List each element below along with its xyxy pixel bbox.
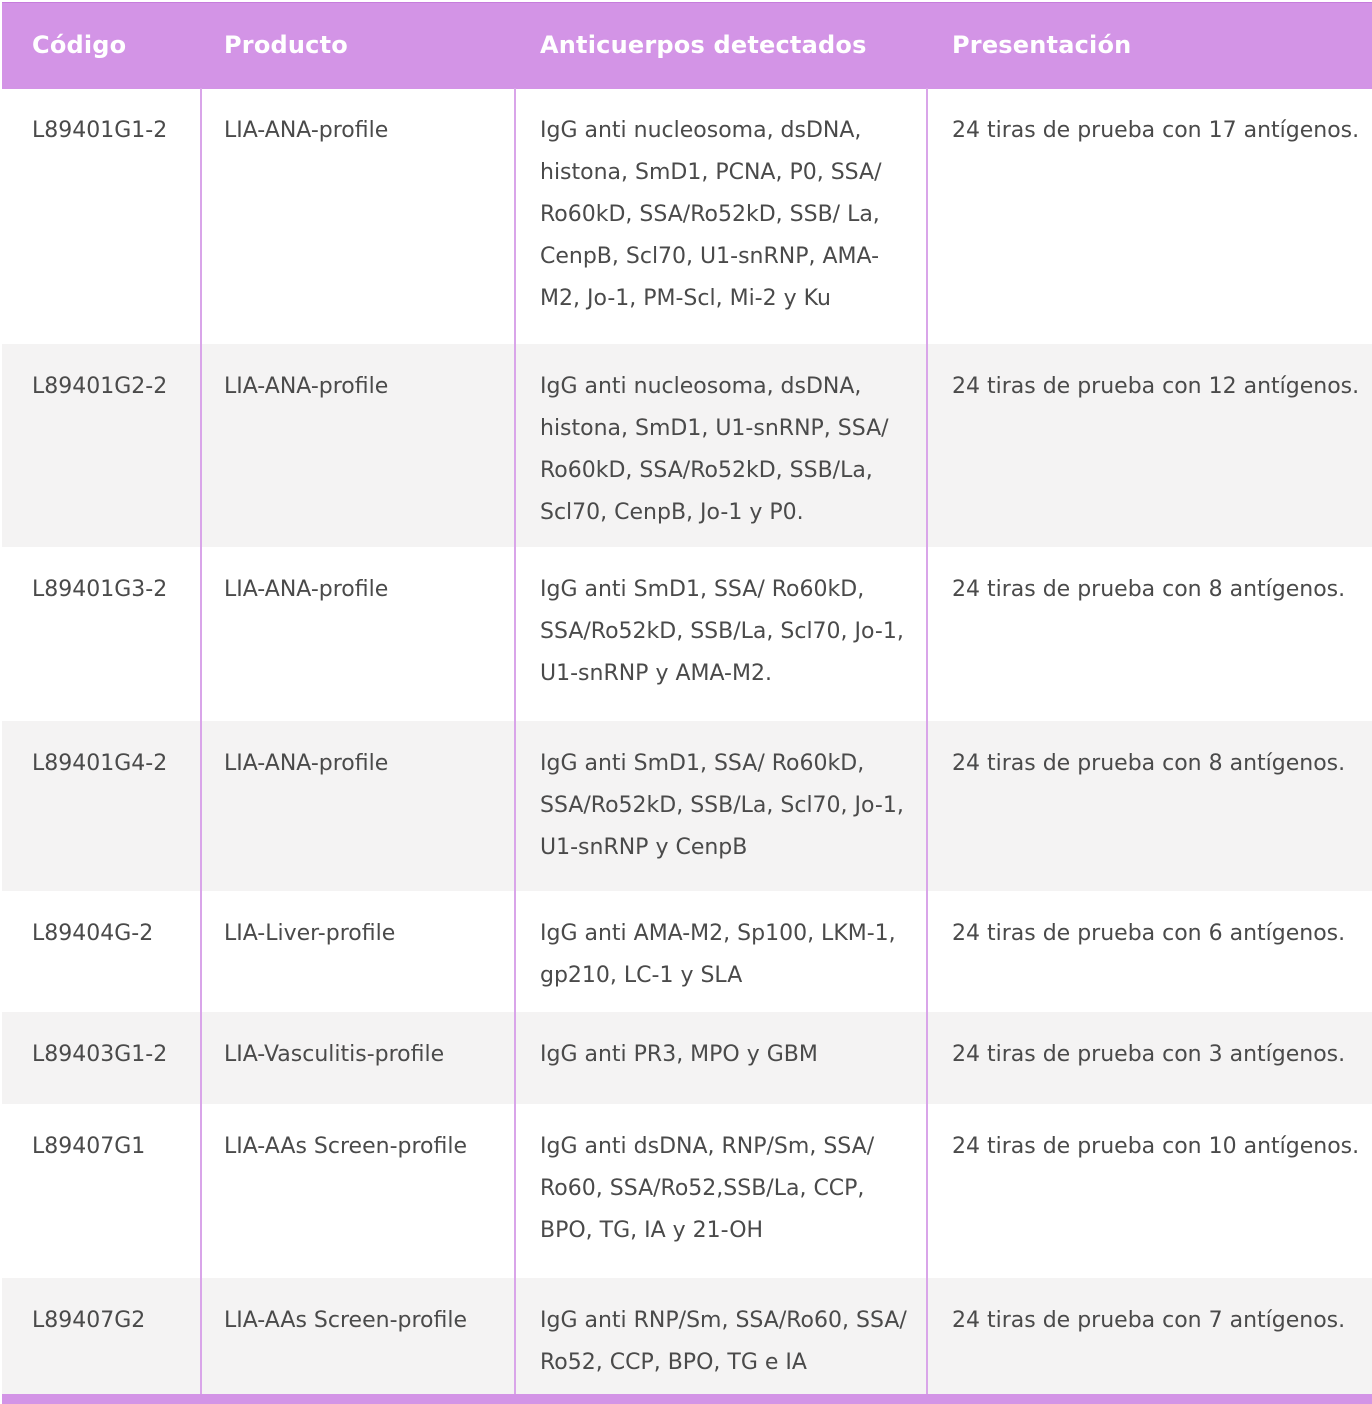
cell-code: L89407G1: [32, 1134, 146, 1159]
table-header: [2, 2, 1372, 89]
table-row: [2, 547, 1372, 721]
table-row: [2, 1012, 1372, 1104]
cell-code: L89401G2-2: [32, 374, 168, 399]
cell-antibodies: IgG anti RNP/Sm, SSA/Ro60, SSA/ Ro52, CCP, BPO, TG e IA: [540, 1308, 907, 1375]
column-divider: [514, 88, 516, 1394]
header-codigo: Código: [32, 31, 127, 59]
cell-presentation: 24 tiras de prueba con 6 antígenos.: [952, 921, 1346, 946]
cell-antibodies: IgG anti SmD1, SSA/ Ro60kD, SSA/Ro52kD, SSB/La, Scl70, Jo-1, U1-snRNP y CenpB: [540, 751, 904, 860]
cell-code: L89401G4-2: [32, 751, 168, 776]
cell-presentation: 24 tiras de prueba con 8 antígenos.: [952, 751, 1346, 776]
cell-antibodies: IgG anti dsDNA, RNP/Sm, SSA/ Ro60, SSA/Ro52,SSB/La, CCP, BPO, TG, IA y 21-OH: [540, 1134, 875, 1243]
cell-code: L89407G2: [32, 1308, 146, 1333]
cell-presentation: 24 tiras de prueba con 8 antígenos.: [952, 577, 1346, 602]
table-bottom-border: [2, 1394, 1372, 1404]
cell-antibodies: IgG anti PR3, MPO y GBM: [540, 1042, 818, 1067]
header-presentacion: Presentación: [952, 31, 1132, 59]
cell-product: LIA-Liver-profile: [224, 921, 396, 946]
cell-code: L89403G1-2: [32, 1042, 168, 1067]
cell-presentation: 24 tiras de prueba con 3 antígenos.: [952, 1042, 1346, 1067]
cell-code: L89404G-2: [32, 921, 154, 946]
cell-code: L89401G3-2: [32, 577, 168, 602]
cell-presentation: 24 tiras de prueba con 10 antígenos.: [952, 1134, 1360, 1159]
cell-presentation: 24 tiras de prueba con 17 antígenos.: [952, 118, 1360, 143]
cell-code: L89401G1-2: [32, 118, 168, 143]
cell-product: LIA-ANA-profile: [224, 577, 389, 602]
cell-product: LIA-ANA-profile: [224, 751, 389, 776]
cell-product: LIA-Vasculitis-profile: [224, 1042, 445, 1067]
product-table: [2, 2, 1372, 1402]
cell-antibodies: IgG anti nucleosoma, dsDNA, histona, SmD1, PCNA, P0, SSA/ Ro60kD, SSA/Ro52kD, SSB/ La, CenpB, Scl70, U1-snRNP, AMA-M2, Jo-1, PM-Scl, Mi-2 y Ku: [540, 118, 882, 311]
cell-antibodies: IgG anti nucleosoma, dsDNA, histona, SmD1, U1-snRNP, SSA/ Ro60kD, SSA/Ro52kD, SSB/La, Scl70, CenpB, Jo-1 y P0.: [540, 374, 889, 525]
cell-product: LIA-ANA-profile: [224, 118, 389, 143]
column-divider: [926, 88, 928, 1394]
column-divider: [200, 88, 202, 1394]
cell-antibodies: IgG anti SmD1, SSA/ Ro60kD, SSA/Ro52kD, SSB/La, Scl70, Jo-1, U1-snRNP y AMA-M2.: [540, 577, 904, 686]
cell-presentation: 24 tiras de prueba con 7 antígenos.: [952, 1308, 1346, 1333]
cell-antibodies: IgG anti AMA-M2, Sp100, LKM-1, gp210, LC-1 y SLA: [540, 921, 896, 988]
table-row: [2, 891, 1372, 1012]
table-row: [2, 1278, 1372, 1394]
cell-product: LIA-AAs Screen-profile: [224, 1308, 467, 1333]
table-row: [2, 88, 1372, 344]
table-row: [2, 721, 1372, 891]
cell-presentation: 24 tiras de prueba con 12 antígenos.: [952, 374, 1360, 399]
header-producto: Producto: [224, 31, 348, 59]
table-row: [2, 344, 1372, 547]
cell-product: LIA-AAs Screen-profile: [224, 1134, 467, 1159]
table-row: [2, 1104, 1372, 1278]
cell-product: LIA-ANA-profile: [224, 374, 389, 399]
header-anticuerpos: Anticuerpos detectados: [540, 31, 867, 59]
